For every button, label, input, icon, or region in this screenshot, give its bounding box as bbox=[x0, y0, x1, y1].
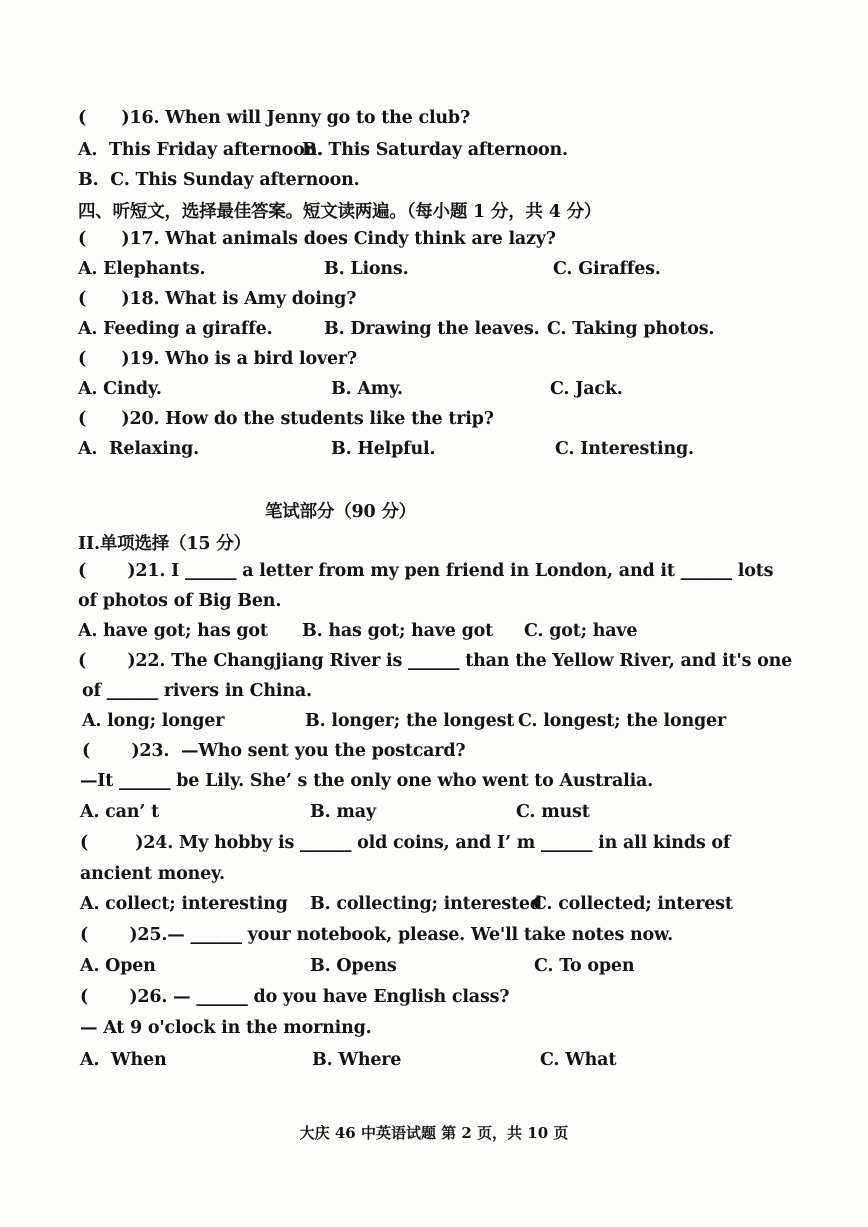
q19-option-a: A. Cindy. bbox=[78, 379, 162, 399]
q19-option-b: B. Amy. bbox=[331, 379, 403, 399]
question-21-line1: ( )21. I ______ a letter from my pen friend in London, and it ______ lots bbox=[78, 561, 774, 581]
question-20-stem: ( )20. How do the students like the trip? bbox=[78, 409, 494, 429]
question-23-line1: ( )23. —Who sent you the postcard? bbox=[82, 741, 466, 761]
q23-option-a: A. can’ t bbox=[80, 802, 159, 822]
q21-option-b: B. has got; have got bbox=[302, 621, 493, 641]
q16-option-c: B. C. This Sunday afternoon. bbox=[78, 170, 360, 190]
q23-option-c: C. must bbox=[516, 802, 590, 822]
q26-option-c: C. What bbox=[540, 1050, 617, 1070]
question-26-line2: — At 9 o'clock in the morning. bbox=[80, 1018, 372, 1038]
q24-option-a: A. collect; interesting bbox=[80, 894, 288, 914]
q21-option-a: A. have got; has got bbox=[78, 621, 268, 641]
q20-option-b: B. Helpful. bbox=[331, 439, 436, 459]
question-16-stem: ( )16. When will Jenny go to the club? bbox=[78, 108, 471, 128]
q18-option-b: B. Drawing the leaves. bbox=[324, 319, 540, 339]
q25-option-a: A. Open bbox=[80, 956, 156, 976]
question-25-line1: ( )25.— ______ your notebook, please. We'll take notes now. bbox=[80, 925, 673, 945]
question-22-line2: of ______ rivers in China. bbox=[82, 681, 312, 701]
q16-option-b: B. This Saturday afternoon. bbox=[302, 140, 568, 160]
question-18-stem: ( )18. What is Amy doing? bbox=[78, 289, 357, 309]
q20-option-a: A. Relaxing. bbox=[78, 439, 200, 459]
q16-option-a: A. This Friday afternoon. bbox=[78, 140, 324, 160]
section-4-heading: 四、听短文，选择最佳答案。短文读两遍。（每小题 1 分，共 4 分） bbox=[78, 202, 602, 222]
page-footer: 大庆 46 中英语试题 第 2 页，共 10 页 bbox=[299, 1124, 569, 1142]
question-24-line1: ( )24. My hobby is ______ old coins, and I’ m ______ in all kinds of bbox=[80, 833, 731, 853]
written-part-title: 笔试部分（90 分） bbox=[265, 502, 416, 522]
q26-option-b: B. Where bbox=[312, 1050, 402, 1070]
q17-option-b: B. Lions. bbox=[324, 259, 409, 279]
question-22-line1: ( )22. The Changjiang River is ______ than the Yellow River, and it's one bbox=[78, 651, 793, 671]
q21-option-c: C. got; have bbox=[524, 621, 638, 641]
q24-option-b: B. collecting; interested bbox=[310, 894, 542, 914]
q17-option-a: A. Elephants. bbox=[78, 259, 206, 279]
question-26-line1: ( )26. — ______ do you have English class? bbox=[80, 987, 510, 1007]
q24-option-c: C. collected; interest bbox=[533, 894, 733, 914]
question-24-line2: ancient money. bbox=[80, 864, 225, 884]
q17-option-c: C. Giraffes. bbox=[553, 259, 661, 279]
question-21-line2: of photos of Big Ben. bbox=[78, 591, 282, 611]
q20-option-c: C. Interesting. bbox=[555, 439, 694, 459]
q18-option-a: A. Feeding a giraffe. bbox=[78, 319, 273, 339]
q22-option-b: B. longer; the longest bbox=[305, 711, 515, 731]
section-2-heading: II.单项选择（15 分） bbox=[78, 534, 251, 554]
q22-option-c: C. longest; the longer bbox=[518, 711, 726, 731]
q19-option-c: C. Jack. bbox=[550, 379, 623, 399]
question-23-line2: —It ______ be Lily. She’ s the only one who went to Australia. bbox=[80, 771, 654, 791]
q18-option-c: C. Taking photos. bbox=[547, 319, 715, 339]
question-19-stem: ( )19. Who is a bird lover? bbox=[78, 349, 357, 369]
q22-option-a: A. long; longer bbox=[82, 711, 225, 731]
q25-option-c: C. To open bbox=[534, 956, 635, 976]
question-17-stem: ( )17. What animals does Cindy think are lazy? bbox=[78, 229, 556, 249]
q23-option-b: B. may bbox=[310, 802, 376, 822]
q26-option-a: A. When bbox=[80, 1050, 167, 1070]
q25-option-b: B. Opens bbox=[310, 956, 397, 976]
